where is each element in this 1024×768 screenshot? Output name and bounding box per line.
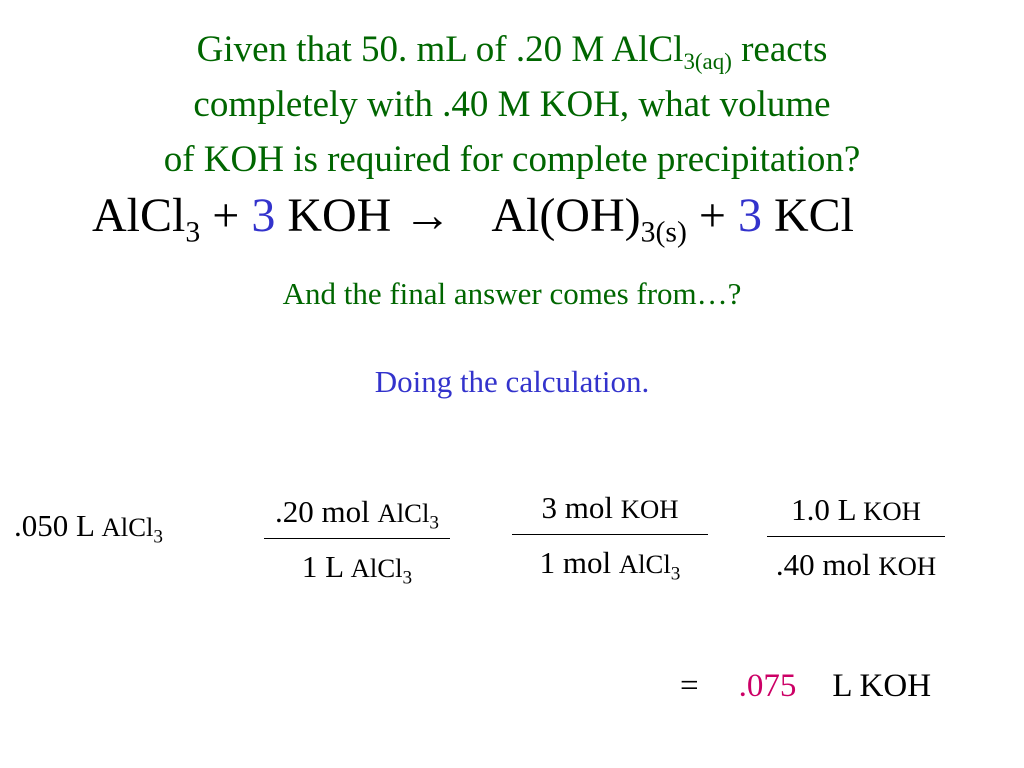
equals-sign: = — [680, 668, 699, 704]
conversion-factor-mole-ratio — [505, 490, 715, 585]
product-kcl: KCl — [761, 189, 854, 242]
plus-sign: + — [686, 189, 738, 242]
product-aloh3: $Al(OH)_{3(s)}$ — [491, 189, 687, 249]
plus-sign: + — [200, 189, 252, 242]
fraction-numerator: .20 mol AlCl$_3$ — [275, 494, 439, 534]
question-line-3: of KOH is required for complete precipitation? — [163, 139, 861, 180]
reactant-koh: KOH — [275, 189, 404, 242]
fraction-denominator: 1 mol AlCl$_3$ — [539, 545, 681, 585]
chemical-equation — [92, 188, 854, 249]
fraction-numerator: 3 mol KOH — [541, 490, 679, 525]
fraction-denominator: .40 mol KOH — [775, 547, 937, 582]
conversion-factor-koh-molarity — [748, 492, 964, 583]
fraction-bar — [767, 536, 945, 537]
step-label: Doing the calculation. — [374, 364, 650, 399]
question-text — [0, 22, 1024, 187]
hint-text: And the final answer comes from…? — [282, 276, 742, 311]
result-value: .075 — [738, 668, 797, 704]
fraction-denominator: 1 L AlCl$_3$ — [301, 549, 413, 589]
reactant-alcl3: AlCl$_3$ — [92, 189, 201, 249]
coefficient-kcl: 3 — [737, 189, 762, 242]
fraction-bar — [512, 534, 708, 535]
question-line-1: Given that 50. mL of .20 M AlCl$_{3(aq)}$ reacts — [196, 29, 828, 75]
conversion-factor-molarity — [252, 494, 462, 589]
fraction-numerator: 1.0 L KOH — [791, 492, 921, 527]
reaction-arrow-icon: → — [403, 189, 452, 242]
result-line — [680, 666, 931, 706]
coefficient-koh: 3 — [251, 189, 276, 242]
question-line-2: completely with .40 M KOH, what volume — [193, 84, 831, 125]
given-quantity: .050 L AlCl$_3$ — [14, 508, 163, 548]
result-unit: L KOH — [832, 668, 932, 704]
fraction-bar — [264, 538, 450, 539]
